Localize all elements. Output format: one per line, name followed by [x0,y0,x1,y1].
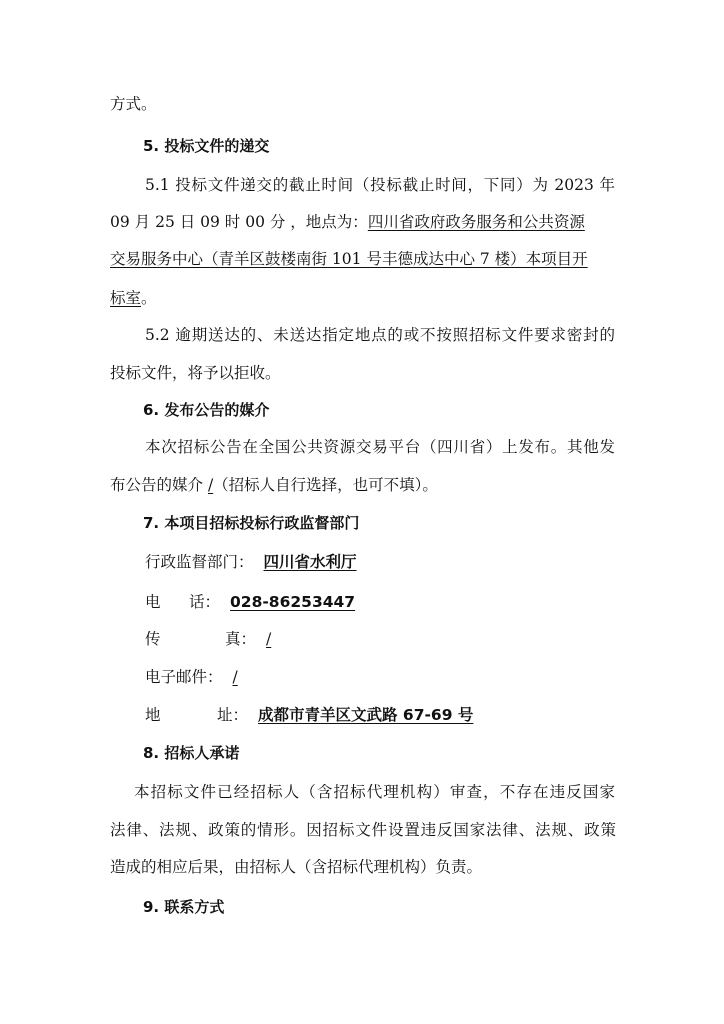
email-label: 电子邮件： [145,668,223,686]
dept-row [145,552,357,572]
paragraph-line [110,363,281,383]
heading-text: 7. 本项目招标投标行政监督部门 [143,514,360,532]
text: 本次招标公告在全国公共资源交易平台（四川省）上发布。其他发 [145,438,615,456]
text: 投标文件，将予以拒收。 [110,364,281,382]
paragraph-line [145,175,615,195]
section-5-heading [143,136,269,156]
address-label: 址： [217,706,249,724]
paragraph-line [145,437,615,457]
text: 造成的相应后果，由招标人（含招标代理机构）负责。 [110,858,483,876]
text: 。 [141,289,157,307]
email-value: / [232,668,238,686]
heading-text: 5. 投标文件的递交 [143,137,270,155]
location-text: 交易服务中心（青羊区鼓楼南街 101 号丰德成达中心 7 楼）本项目开 [110,250,588,268]
text: 法律、法规、政策的情形。因招标文件设置违反国家法律、法规、政策 [110,821,616,839]
section-9-heading [143,897,224,917]
section-8-heading [143,743,239,763]
location-text: 标室 [110,289,142,307]
dept-value: 四川省水利厅 [263,553,357,571]
paragraph-line [110,820,616,840]
media-value: / [207,476,214,494]
fax-row [145,629,271,649]
heading-text: 8. 招标人承诺 [143,744,240,762]
paragraph-line [110,212,616,232]
text: 本招标文件已经招标人（含招标代理机构）审查，不存在违反国家 [134,783,615,801]
phone-value: 028-86253447 [230,593,356,611]
phone-label: 话： [189,593,221,611]
address-row [145,705,473,725]
heading-text: 9. 联系方式 [143,898,225,916]
fax-value: / [266,630,272,648]
location-text: 四川省政府政务服务和公共资源 [367,213,585,231]
text: 5.1 投标文件递交的截止时间（投标截止时间，下同）为 2023 年 [145,176,615,194]
paragraph-line [110,94,157,114]
paragraph-line [110,288,157,308]
text: 09 月 25 日 09 时 00 分 ，地点为： [110,213,368,231]
paragraph-line [145,325,615,345]
fax-label: 传 [145,630,161,648]
section-6-heading [143,400,269,420]
address-label: 地 [145,706,161,724]
address-value: 成都市青羊区文武路 67-69 号 [258,706,474,724]
heading-text: 6. 发布公告的媒介 [143,401,270,419]
text: （招标人自行选择，也可不填）。 [213,476,438,494]
paragraph-line [134,782,615,802]
fax-label: 真： [225,630,257,648]
phone-label: 电 [145,593,161,611]
text: 方式。 [110,95,157,113]
phone-row [145,592,355,612]
text: 5.2 逾期送达的、未送达指定地点的或不按照招标文件要求密封的 [145,326,615,344]
paragraph-line [110,857,482,877]
dept-label: 行政监督部门： [145,553,254,571]
paragraph-line [110,475,438,495]
paragraph-line [110,249,616,269]
email-row [145,667,238,687]
section-7-heading [143,513,359,533]
text: 布公告的媒介 [110,476,208,494]
